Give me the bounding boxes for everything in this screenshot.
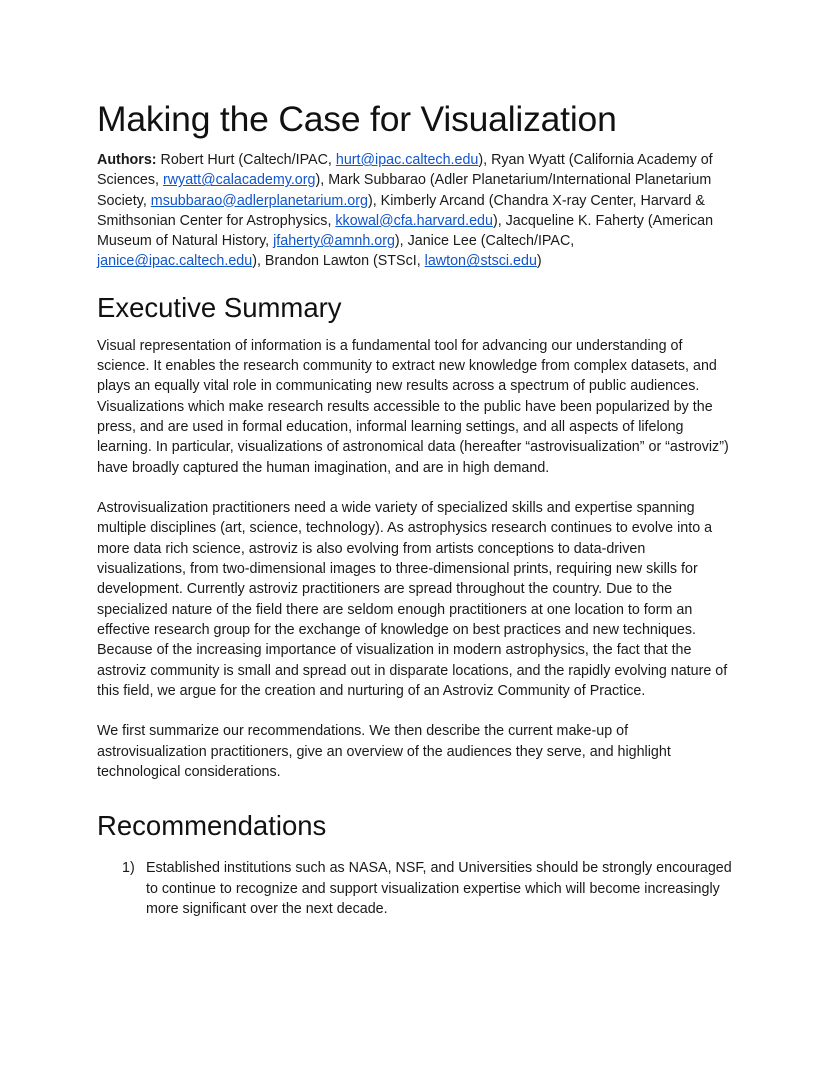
author-text: ), Brandon Lawton (STScI,	[252, 253, 425, 270]
author-email-link[interactable]: rwyatt@calacademy.org	[162, 172, 316, 189]
summary-paragraph: Astrovisualization practitioners need a wide variety of specialized skills and expertise spanning multiple disciplines (art, science, technology). As astrophysics research continues to evolve into a more data rich science, astroviz is also evolving from artists conceptions to data-driven visualizations, from two-dimensional images to three-dimensional prints, requiring new skills for development. Currently astroviz practitioners are spread throughout the country. Due to the specialized nature of the field there are seldom enough practitioners at one location to form an effective research group for the exchange of knowledge on best practices and new techniques. Because of the increasing importance of visualization in modern astrophysics, the fact that the astroviz community is small and spread out in disparate locations, and the rapidly evolving nature of this field, we argue for the creation and nurturing of an Astroviz Community of Practice.	[97, 500, 728, 699]
author-email-link[interactable]: jfaherty@amnh.org	[273, 233, 395, 250]
author-email-link[interactable]: janice@ipac.caltech.edu	[97, 253, 253, 270]
author-text: ), Kimberly Arcand (Chandra X-ray Center, Harvard & Smithsonian Center for Astrophysics,	[97, 192, 705, 229]
author-text: ), Jacqueline K. Faherty (American Museum of Natural History,	[97, 212, 714, 250]
author-text: ), Mark Subbarao (Adler Planetarium/International Planetarium Society,	[97, 172, 712, 209]
recommendations-list	[97, 858, 737, 919]
summary-paragraph: We first summarize our recommendations. We then describe the current make-up of astrovisualization practitioners, give an overview of the audiences they serve, and highlight technological considerations.	[97, 723, 671, 781]
document-page	[97, 96, 737, 919]
author-list	[97, 150, 737, 272]
executive-summary-heading: Executive Summary	[97, 291, 342, 323]
paper-title: Making the Case for Visualization	[97, 99, 617, 139]
author-email-link[interactable]: lawton@stsci.edu	[424, 253, 537, 270]
author-text: ), Ryan Wyatt (California Academy of Sciences,	[97, 152, 713, 189]
authors-label: Authors:	[97, 152, 157, 168]
author-email-link[interactable]: kkowal@cfa.harvard.edu	[335, 212, 493, 229]
recommendations-heading: Recommendations	[97, 810, 327, 842]
author-email-link[interactable]: hurt@ipac.caltech.edu	[335, 152, 479, 168]
recommendation-text: Established institutions such as NASA, NSF, and Universities should be strongly encouraged to continue to recognize and support visualization expertise which will become increasingly more significant over the next decade.	[146, 860, 732, 917]
summary-paragraph: Visual representation of information is a fundamental tool for advancing our understanding of science. It enables the research community to extract new knowledge from complex datasets, and plays an equally vital role in communicating new results across a spectrum of public audiences. Visualizations which make research results accessible to the public have been popularized by the press, and are used in formal education, informal learning settings, and all aspects of lifelong learning. In particular, visualizations of astronomical data (hereafter “astrovisualization” or “astroviz”) have broadly captured the human imagination, and are in high demand.	[97, 337, 729, 476]
author-text: ), Janice Lee (Caltech/IPAC,	[394, 233, 575, 250]
author-email-link[interactable]: msubbarao@adlerplanetarium.org	[150, 192, 368, 209]
recommendation-item	[97, 858, 737, 919]
recommendation-number: 1)	[122, 860, 135, 877]
author-text: )	[536, 253, 542, 270]
author-text: Robert Hurt (Caltech/IPAC,	[156, 152, 336, 168]
